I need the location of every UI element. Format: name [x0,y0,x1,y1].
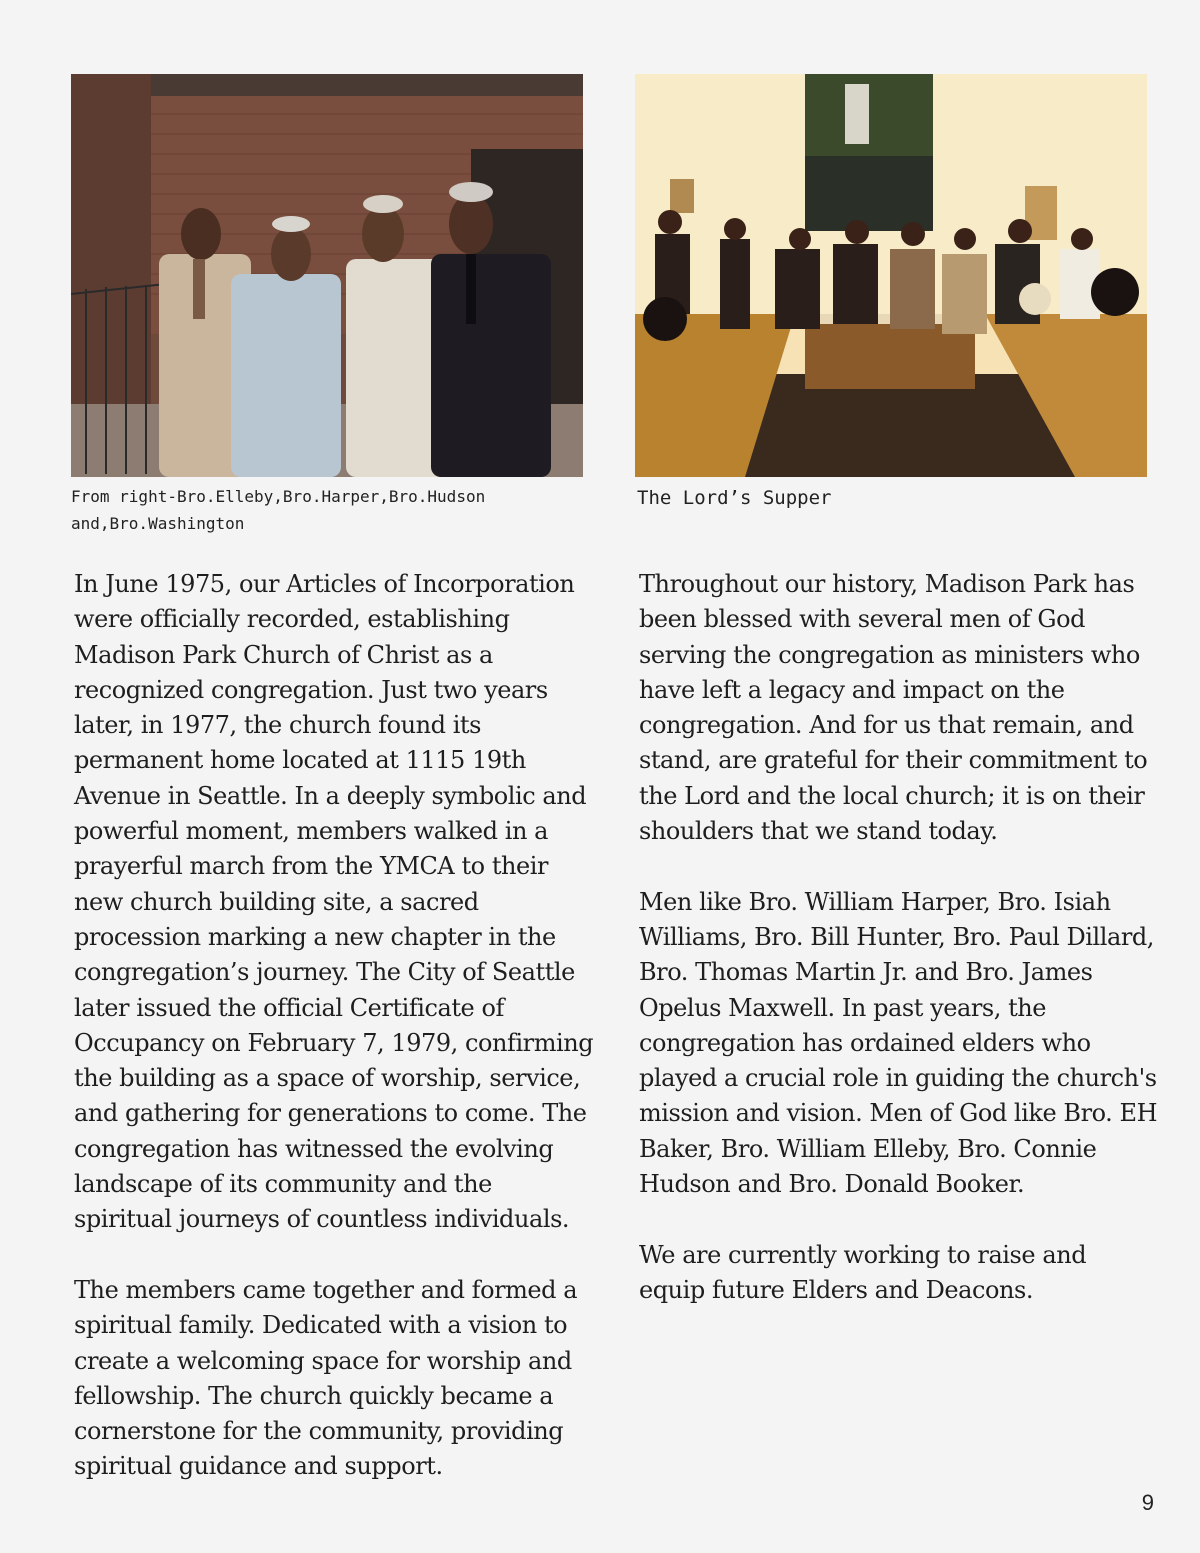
page-number: 9 [1141,1490,1154,1515]
photo-lords-supper [635,74,1147,477]
column-right [639,567,1159,1344]
paragraph-ministers-history: Throughout our history, Madison Park has been blessed with several men of God serving the congregation as ministers who have left a legacy and impact on the congregation. And for us that remain, and stand, are grateful for their commitment to the Lord and the local church; it is on their shoulders that we stand today. [639,570,1148,846]
paragraph-elders-list: Men like Bro. William Harper, Bro. Isiah Williams, Bro. Bill Hunter, Bro. Paul Dillard, Bro. Thomas Martin Jr. and Bro. James Opelus Maxwell. In past years, the congregation has ordained elders who played a crucial role in guiding the church's mission and vision. Men of God like Bro. EH Baker, Bro. William Elleby, Bro. Connie Hudson and Bro. Donald Booker. [639,887,1158,1199]
paragraph-incorporation: In June 1975, our Articles of Incorporation were officially recorded, establishing Madison Park Church of Christ as a recognized congregation. Just two years later, in 1977, the church found its permanent home located at 1115 19th Avenue in Seattle. In a deeply symbolic and powerful moment, members walked in a prayerful march from the YMCA to their new church building site, a sacred procession marking a new chapter in the congregation’s journey. The City of Seattle later issued the official Certificate of Occupancy on February 7, 1979, confirming the building as a space of worship, service, and gathering for generations to come. The congregation has witnessed the evolving landscape of its community and the spiritual journeys of countless individuals. [74,570,594,1234]
photo-four-brothers [71,74,583,477]
paragraph-spiritual-family: The members came together and formed a spiritual family. Dedicated with a vision to create a welcoming space for worship and fellowship. The church quickly became a cornerstone for the community, providing spiritual guidance and support. [74,1275,578,1481]
column-left [74,567,594,1520]
paragraph-future-leaders: We are currently working to raise and equip future Elders and Deacons. [639,1240,1087,1304]
photo-four-brothers-image [71,74,583,477]
caption-lords-supper: The Lord’s Supper [637,487,832,509]
photo-lords-supper-image [635,74,1147,477]
caption-four-brothers: From right-Bro.Elleby,Bro.Harper,Bro.Hudson and,Bro.Washington [71,487,486,533]
